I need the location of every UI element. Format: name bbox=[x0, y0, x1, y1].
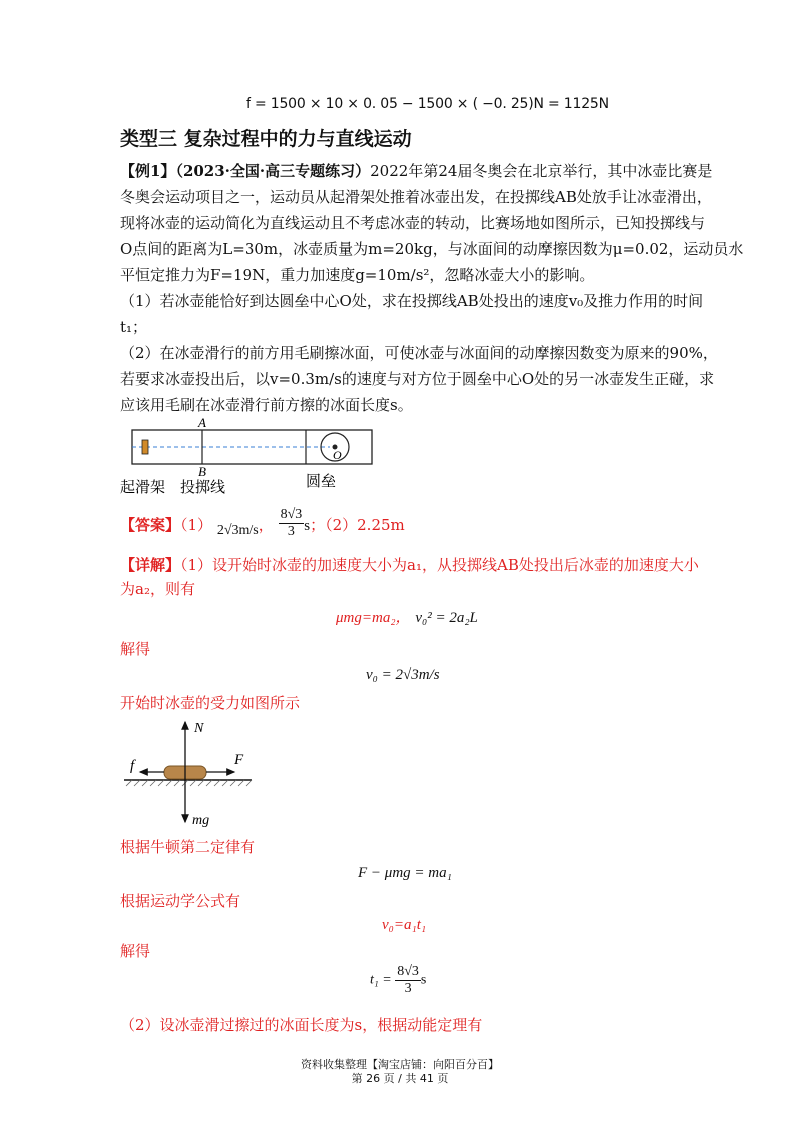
detail-line-1 bbox=[120, 554, 699, 576]
equation-1 bbox=[336, 606, 478, 629]
equation-1-red: μmg=ma₂， bbox=[336, 610, 411, 626]
question-1-line-2: t₁； bbox=[120, 318, 148, 336]
label-a: A bbox=[198, 416, 206, 430]
equation-5-fraction bbox=[395, 964, 421, 997]
detail-text-1: （1）设开始时冰壶的加速度大小为a₁，从投掷线AB处投出后冰壶的加速度大小 bbox=[180, 556, 699, 574]
answer-velocity: 2√3m/s bbox=[216, 523, 259, 538]
label-o: O bbox=[333, 448, 342, 462]
solve-2: 解得 bbox=[120, 942, 151, 960]
problem-source: （2023·全国·高三专题练习） bbox=[175, 162, 371, 180]
label-start: 起滑架 bbox=[120, 478, 166, 496]
curling-field-diagram bbox=[118, 416, 378, 496]
answer-time-numerator: 8√3 bbox=[280, 506, 303, 522]
equation-5-unit: s bbox=[420, 972, 427, 988]
question-1-line-1: （1）若冰壶能恰好到达圆垒中心O处，求在投掷线AB处投出的速度v₀及推力作用的时间 bbox=[120, 292, 704, 310]
problem-text: 2022年第24届冬奥会在北京举行，其中冰壶比赛是 bbox=[370, 162, 713, 180]
label-throw: 投掷线 bbox=[180, 478, 226, 496]
problem-line-4: O点间的距离为L=30m，冰壶质量为m=20kg，与冰面间的动摩擦因数为μ=0.02，运动员水 bbox=[120, 240, 744, 258]
problem-line-2: 冬奥会运动项目之一，运动员从起滑架处推着冰壶出发，在投掷线AB处放手让冰壶滑出， bbox=[120, 188, 712, 206]
force-diagram bbox=[120, 714, 260, 830]
page-number: 第 26 页 / 共 41 页 bbox=[351, 1072, 449, 1085]
equation-5-denominator: 3 bbox=[404, 981, 412, 996]
label-b: B bbox=[198, 464, 206, 479]
question-2-line-1: （2）在冰壶滑行的前方用毛刷擦冰面，可使冰壶与冰面间的动摩擦因数变为原来的90%， bbox=[120, 344, 718, 362]
label-mg: mg bbox=[192, 813, 210, 828]
equation-5 bbox=[370, 964, 426, 997]
part-2-line: （2）设冰壶滑过擦过的冰面长度为s，根据动能定理有 bbox=[120, 1016, 483, 1034]
solve-1: 解得 bbox=[120, 640, 151, 658]
answer-part2: ；（2）2.25m bbox=[310, 516, 405, 534]
equation-5-lhs: t₁ = bbox=[370, 972, 392, 988]
label-push: F bbox=[234, 752, 244, 768]
newton-law-intro: 根据牛顿第二定律有 bbox=[120, 838, 256, 856]
answer-time-unit: s bbox=[304, 518, 311, 534]
footer-source: 资料收集整理【淘宝店铺：向阳百分百】 bbox=[301, 1058, 499, 1071]
section-title: 类型三 复杂过程中的力与直线运动 bbox=[120, 128, 412, 150]
starting-block-icon bbox=[142, 440, 148, 454]
problem-line-3: 现将冰壶的运动简化为直线运动且不考虑冰壶的转动，比赛场地如图所示，已知投掷线与 bbox=[120, 214, 706, 232]
force-intro: 开始时冰壶的受力如图所示 bbox=[120, 694, 301, 712]
kinematics-intro: 根据运动学公式有 bbox=[120, 892, 241, 910]
equation-3: F − μmg = ma₁ bbox=[358, 865, 452, 881]
answer-part1: （1） bbox=[180, 516, 213, 534]
detail-tag: 【详解】 bbox=[120, 556, 181, 574]
equation-5-numerator: 8√3 bbox=[397, 964, 419, 979]
answer-time-fraction bbox=[279, 507, 305, 540]
answer-tag: 【答案】 bbox=[120, 516, 181, 534]
equation-4: v₀=a₁t₁ bbox=[382, 917, 427, 933]
label-house: 圆垒 bbox=[306, 472, 337, 490]
answer-separator: ， bbox=[258, 516, 274, 534]
equation-2: v₀ = 2√3m/s bbox=[366, 667, 440, 683]
answer-line bbox=[120, 506, 405, 546]
question-2-line-3: 应该用毛刷在冰壶滑行前方擦的冰面长度s。 bbox=[120, 396, 413, 414]
example-tag: 【例1】 bbox=[120, 162, 176, 180]
problem-line-5: 平恒定推力为F=19N，重力加速度g=10m/s²，忽略冰壶大小的影响。 bbox=[120, 266, 595, 284]
answer-time-denominator: 3 bbox=[287, 523, 295, 539]
top-equation: f = 1500 × 10 × 0. 05 − 1500 × ( −0. 25)N = 1125N bbox=[246, 96, 609, 112]
label-n: N bbox=[194, 721, 204, 736]
ground-hatching bbox=[126, 780, 252, 786]
label-friction: f bbox=[130, 758, 135, 774]
detail-line-2: 为a₂，则有 bbox=[120, 580, 195, 598]
problem-line-1 bbox=[120, 160, 712, 182]
equation-1-black: v₀² = 2a₂L bbox=[415, 610, 478, 626]
question-2-line-2: 若要求冰壶投出后，以v=0.3m/s的速度与对方位于圆垒中心O处的另一冰壶发生正碰，求 bbox=[120, 370, 715, 388]
